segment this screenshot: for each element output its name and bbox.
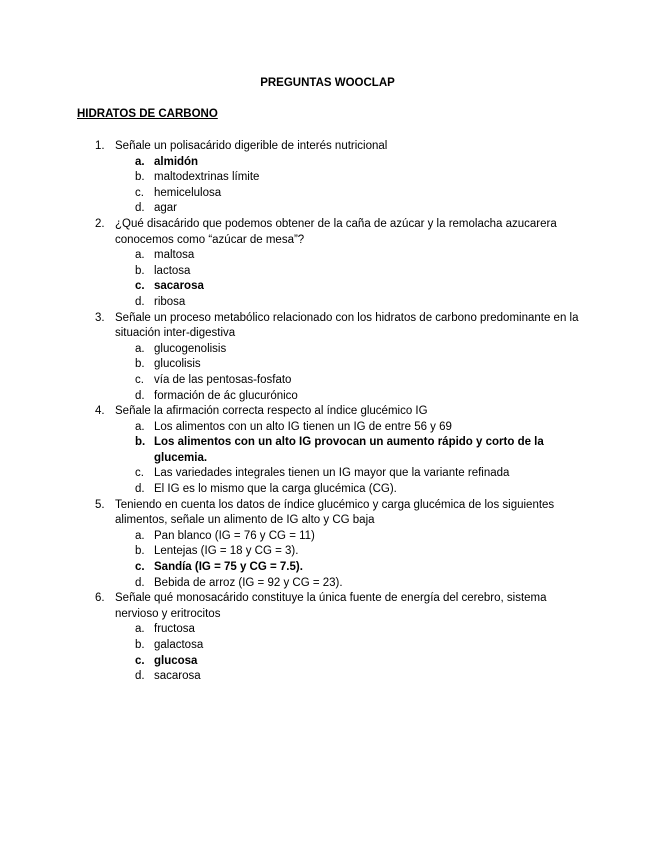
- option-text: Lentejas (IG = 18 y CG = 3).: [154, 545, 299, 558]
- question-list: [95, 139, 585, 685]
- option-letter: d.: [135, 670, 145, 683]
- option-text: sacarosa: [154, 280, 204, 293]
- answer-option: [115, 669, 585, 685]
- correct-option: [115, 435, 585, 466]
- answer-option: [115, 622, 585, 638]
- option-text: ribosa: [154, 295, 186, 308]
- option-text: Los alimentos con un alto IG tienen un IG de entre 56 y 69: [154, 420, 452, 433]
- answer-option: [115, 576, 585, 592]
- question-item: [95, 498, 585, 592]
- option-text: Sandía (IG = 75 y CG = 7.5).: [154, 561, 303, 574]
- question-text: Teniendo en cuenta los datos de índice glucémico y carga glucémica de los siguientes alimentos, señale un alimento de IG alto y CG baja: [115, 498, 555, 527]
- option-text: formación de ác glucurónico: [154, 389, 298, 402]
- option-letter: c.: [135, 280, 145, 293]
- option-text: El IG es lo mismo que la carga glucémica (CG).: [154, 483, 397, 496]
- option-list: [115, 420, 585, 498]
- option-text: lactosa: [154, 264, 191, 277]
- answer-option: [115, 342, 585, 358]
- option-letter: b.: [135, 358, 145, 371]
- option-letter: d.: [135, 576, 145, 589]
- option-letter: a.: [135, 155, 145, 168]
- option-list: [115, 248, 585, 310]
- question-number: 1.: [95, 140, 105, 152]
- question-item: [95, 139, 585, 217]
- answer-option: [115, 170, 585, 186]
- question-number: 6.: [95, 592, 105, 605]
- answer-option: [115, 264, 585, 280]
- correct-option: [115, 155, 585, 171]
- option-letter: d.: [135, 389, 145, 402]
- question-item: [95, 217, 585, 311]
- option-text: Pan blanco (IG = 76 y CG = 11): [154, 529, 315, 542]
- question-number: 2.: [95, 217, 105, 230]
- option-letter: d.: [135, 202, 145, 215]
- option-list: [115, 622, 585, 684]
- option-text: glucolisis: [154, 358, 201, 371]
- option-letter: a.: [135, 249, 145, 262]
- answer-option: [115, 482, 585, 498]
- option-text: agar: [154, 202, 178, 215]
- option-letter: d.: [135, 295, 145, 308]
- option-letter: a.: [135, 623, 145, 636]
- question-text: Señale qué monosacárido constituye la única fuente de energía del cerebro, sistema nervioso y eritrocitos: [115, 592, 547, 620]
- answer-option: [115, 248, 585, 264]
- answer-option: [115, 389, 585, 405]
- answer-option: [115, 638, 585, 654]
- answer-option: [115, 529, 585, 545]
- question-number: 5.: [95, 498, 105, 511]
- option-letter: b.: [135, 436, 146, 449]
- option-list: [115, 342, 585, 404]
- option-text: Las variedades integrales tienen un IG mayor que la variante refinada: [154, 467, 510, 480]
- option-letter: a.: [135, 529, 145, 542]
- answer-option: [115, 186, 585, 202]
- option-text: vía de las pentosas-fosfato: [154, 373, 292, 386]
- option-text: maltosa: [154, 249, 195, 262]
- answer-option: [115, 544, 585, 560]
- option-letter: d.: [135, 483, 145, 496]
- option-letter: b.: [135, 545, 145, 558]
- option-text: almidón: [154, 155, 199, 168]
- option-text: fructosa: [154, 623, 195, 636]
- option-letter: c.: [135, 373, 144, 386]
- correct-option: [115, 279, 585, 295]
- page-title: PREGUNTAS WOOCLAP: [260, 77, 395, 89]
- answer-option: [115, 295, 585, 311]
- question-text: ¿Qué disacárido que podemos obtener de la caña de azúcar y la remolacha azucarera conocemos como “azúcar de mesa”?: [115, 217, 557, 246]
- option-letter: c.: [135, 467, 144, 480]
- option-letter: c.: [135, 654, 145, 667]
- answer-option: [115, 357, 585, 373]
- question-text: Señale un proceso metabólico relacionado con los hidratos de carbono predominante en la situación inter-digestiva: [115, 311, 579, 340]
- option-text: glucogenolisis: [154, 342, 227, 355]
- option-letter: a.: [135, 420, 145, 433]
- option-text: Los alimentos con un alto IG provocan un aumento rápido y corto de la glucemia.: [154, 436, 544, 464]
- option-list: [115, 155, 585, 217]
- option-letter: c.: [135, 186, 144, 199]
- option-text: sacarosa: [154, 670, 201, 683]
- answer-option: [115, 466, 585, 482]
- option-text: Bebida de arroz (IG = 92 y CG = 23).: [154, 576, 343, 589]
- answer-option: [115, 420, 585, 436]
- option-letter: a.: [135, 342, 145, 355]
- correct-option: [115, 654, 585, 670]
- option-text: glucosa: [154, 654, 198, 667]
- option-text: hemicelulosa: [154, 186, 222, 199]
- answer-option: [115, 201, 585, 217]
- question-text: Señale un polisacárido digerible de interés nutricional: [115, 140, 388, 152]
- correct-option: [115, 560, 585, 576]
- option-text: maltodextrinas límite: [154, 171, 260, 184]
- option-letter: b.: [135, 264, 145, 277]
- option-letter: b.: [135, 639, 145, 651]
- option-letter: b.: [135, 171, 145, 184]
- option-letter: c.: [135, 561, 145, 574]
- section-heading: HIDRATOS DE CARBONO: [77, 108, 218, 120]
- option-list: [115, 529, 585, 591]
- answer-option: [115, 373, 585, 389]
- question-text: Señale la afirmación correcta respecto al índice glucémico IG: [115, 405, 428, 418]
- question-item: [95, 591, 585, 685]
- question-item: [95, 311, 585, 405]
- question-number: 4.: [95, 405, 105, 418]
- question-item: [95, 404, 585, 498]
- option-text: galactosa: [154, 639, 204, 651]
- question-number: 3.: [95, 311, 105, 324]
